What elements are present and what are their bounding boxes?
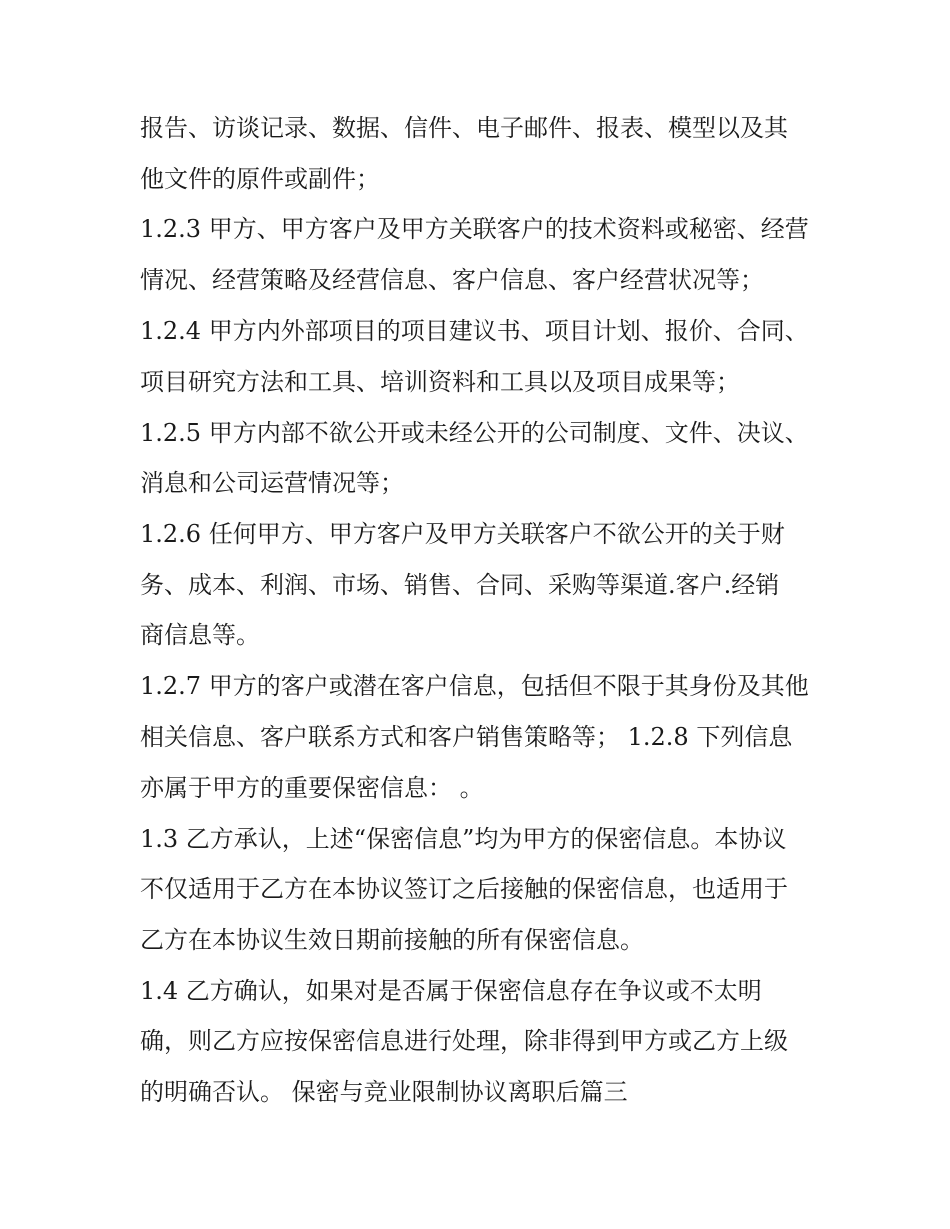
text-line-8: 消息和公司运营情况等； bbox=[140, 469, 404, 497]
text-line-6: 项目研究方法和工具、培训资料和工具以及项目成果等； bbox=[140, 368, 740, 396]
text-line-17: 乙方在本协议生效日期前接触的所有保密信息。 bbox=[140, 926, 644, 954]
text-line-10: 务、成本、利润、市场、销售、合同、采购等渠道.客户.经销 bbox=[140, 571, 780, 599]
text-line-1: 报告、访谈记录、数据、信件、电子邮件、报表、模型以及其 bbox=[140, 114, 788, 142]
text-line-20: 的明确否认。 保密与竞业限制协议离职后篇三 bbox=[140, 1078, 628, 1106]
text-line-16: 不仅适用于乙方在本协议签订之后接触的保密信息，也适用于 bbox=[140, 875, 788, 903]
text-line-15: 1.3 乙方承认，上述“保密信息”均为甲方的保密信息。本协议 bbox=[140, 825, 787, 853]
text-line-4: 情况、经营策略及经营信息、客户信息、客户经营状况等； bbox=[140, 266, 764, 294]
text-line-18: 1.4 乙方确认，如果对是否属于保密信息存在争议或不太明 bbox=[140, 977, 762, 1005]
text-line-3: 1.2.3 甲方、甲方客户及甲方关联客户的技术资料或秘密、经营 bbox=[140, 215, 809, 243]
text-line-14: 亦属于甲方的重要保密信息： 。 bbox=[140, 774, 484, 802]
text-line-7: 1.2.5 甲方内部不欲公开或未经公开的公司制度、文件、决议、 bbox=[140, 419, 809, 447]
text-line-19: 确，则乙方应按保密信息进行处理，除非得到甲方或乙方上级 bbox=[140, 1027, 788, 1055]
text-line-11: 商信息等。 bbox=[140, 621, 260, 649]
text-line-2: 他文件的原件或副件； bbox=[140, 165, 380, 193]
text-line-12: 1.2.7 甲方的客户或潜在客户信息，包括但不限于其身份及其他 bbox=[140, 672, 809, 700]
text-line-13: 相关信息、客户联系方式和客户销售策略等； 1.2.8 下列信息 bbox=[140, 723, 793, 751]
text-line-9: 1.2.6 任何甲方、甲方客户及甲方关联客户不欲公开的关于财 bbox=[140, 520, 785, 548]
text-line-5: 1.2.4 甲方内外部项目的项目建议书、项目计划、报价、合同、 bbox=[140, 317, 809, 345]
